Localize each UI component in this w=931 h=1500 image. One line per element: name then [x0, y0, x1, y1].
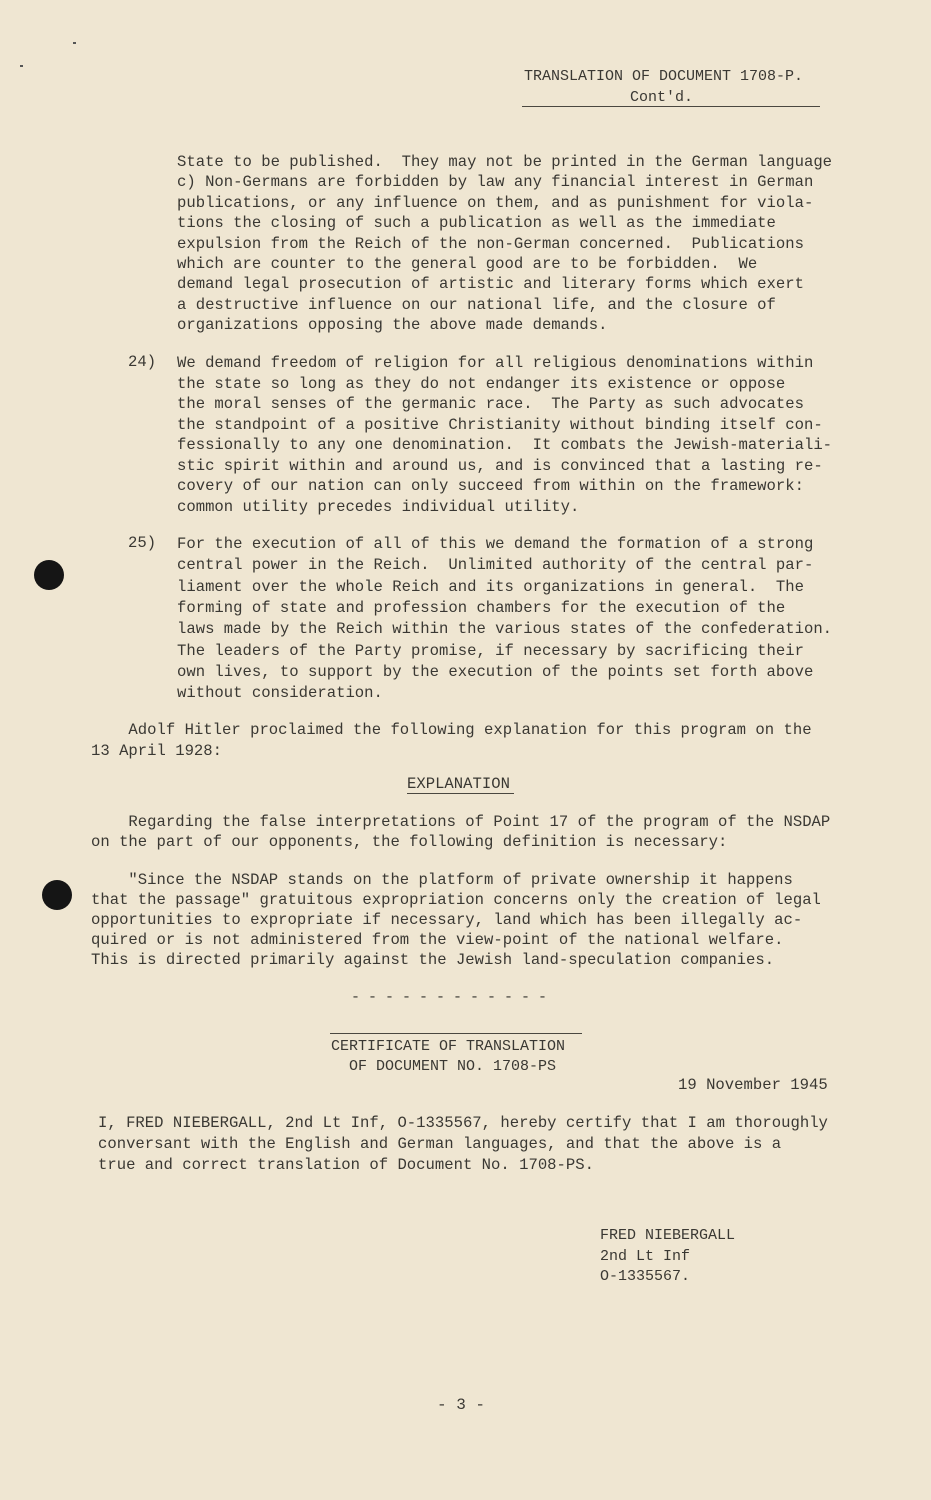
point-number: 25): [128, 534, 157, 552]
section-divider: - - - - - - - - - - - -: [351, 989, 547, 1006]
text-line: that the passage" gratuitous expropriation concerns only the creation of legal: [91, 891, 821, 909]
signature-name: FRED NIEBERGALL: [600, 1227, 736, 1244]
text-line: liament over the whole Reich and its organizations in general. The: [177, 577, 804, 596]
speck: [73, 42, 76, 44]
text-line: The leaders of the Party promise, if necessary by sacrificing their: [177, 641, 804, 660]
explanation-heading: EXPLANATION: [407, 775, 510, 793]
explanation-heading-underline: [407, 793, 514, 794]
text-line: fessionally to any one denomination. It combats the Jewish-materiali-: [177, 436, 833, 454]
text-line: 13 April 1928:: [91, 741, 223, 760]
text-line: Adolf Hitler proclaimed the following explanation for this program on the: [91, 721, 812, 739]
text-line: opportunities to expropriate if necessary, land which has been illegally ac-: [91, 911, 803, 929]
text-line: I, FRED NIEBERGALL, 2nd Lt Inf, O-1335567, hereby certify that I am thoroughly: [98, 1114, 828, 1132]
signature-rank: 2nd Lt Inf: [600, 1247, 691, 1265]
text-line: which are counter to the general good are to be forbidden. We: [177, 255, 758, 273]
text-line: For the execution of all of this we demand the formation of a strong: [177, 535, 814, 553]
text-line: common utility precedes individual utility.: [177, 497, 580, 516]
speck: [20, 65, 23, 67]
text-line: laws made by the Reich within the various states of the confederation.: [177, 620, 833, 639]
text-line: a destructive influence on our national life, and the closure of: [177, 295, 776, 314]
certificate-title: CERTIFICATE OF TRANSLATION: [331, 1038, 566, 1055]
punch-hole-top: [34, 560, 64, 590]
header-rule: [522, 106, 820, 107]
text-line: the state so long as they do not endanger its existence or oppose: [177, 374, 786, 393]
certificate-subtitle: OF DOCUMENT NO. 1708-PS: [349, 1058, 557, 1075]
text-line: demand legal prosecution of artistic and literary forms which exert: [177, 275, 804, 294]
certificate-top-rule: [330, 1033, 582, 1034]
text-line: the moral senses of the germanic race. The Party as such advocates: [177, 395, 804, 413]
certificate-date: 19 November 1945: [678, 1076, 828, 1094]
text-line: true and correct translation of Document No. 1708-PS.: [98, 1156, 594, 1174]
text-line: organizations opposing the above made demands.: [177, 316, 608, 335]
text-line: State to be published. They may not be printed in the German language: [177, 153, 833, 171]
text-line: publications, or any influence on them, and as punishment for viola-: [177, 193, 814, 212]
text-line: stic spirit within and around us, and is convinced that a lasting re-: [177, 456, 823, 475]
text-line: own lives, to support by the execution of the points set forth above: [177, 662, 814, 681]
text-line: on the part of our opponents, the following definition is necessary:: [91, 833, 728, 851]
text-line: This is directed primarily against the Jewish land-speculation companies.: [91, 951, 775, 969]
text-line: forming of state and profession chambers for the execution of the: [177, 598, 786, 617]
text-line: We demand freedom of religion for all religious denominations within: [177, 354, 814, 372]
text-line: without consideration.: [177, 684, 383, 703]
header-contd: Cont'd.: [630, 89, 694, 106]
punch-hole-bottom: [42, 880, 72, 910]
text-line: conversant with the English and German languages, and that the above is a: [98, 1135, 782, 1153]
page-number: - 3 -: [437, 1396, 486, 1414]
point-number: 24): [128, 353, 157, 371]
text-line: central power in the Reich. Unlimited authority of the central par-: [177, 556, 814, 575]
signature-serial: O-1335567.: [600, 1268, 691, 1285]
text-line: quired or is not administered from the view-point of the national welfare.: [91, 931, 784, 949]
header-title: TRANSLATION OF DOCUMENT 1708-P.: [524, 68, 804, 85]
text-line: tions the closing of such a publication as well as the immediate: [177, 214, 776, 233]
text-line: "Since the NSDAP stands on the platform of private ownership it happens: [91, 871, 793, 889]
text-line: covery of our nation can only succeed from within on the framework:: [177, 477, 804, 495]
text-line: the standpoint of a positive Christianity without binding itself con-: [177, 415, 823, 434]
text-line: expulsion from the Reich of the non-German concerned. Publications: [177, 234, 804, 253]
text-line: c) Non-Germans are forbidden by law any financial interest in German: [177, 173, 814, 192]
text-line: Regarding the false interpretations of Point 17 of the program of the NSDAP: [91, 813, 831, 831]
